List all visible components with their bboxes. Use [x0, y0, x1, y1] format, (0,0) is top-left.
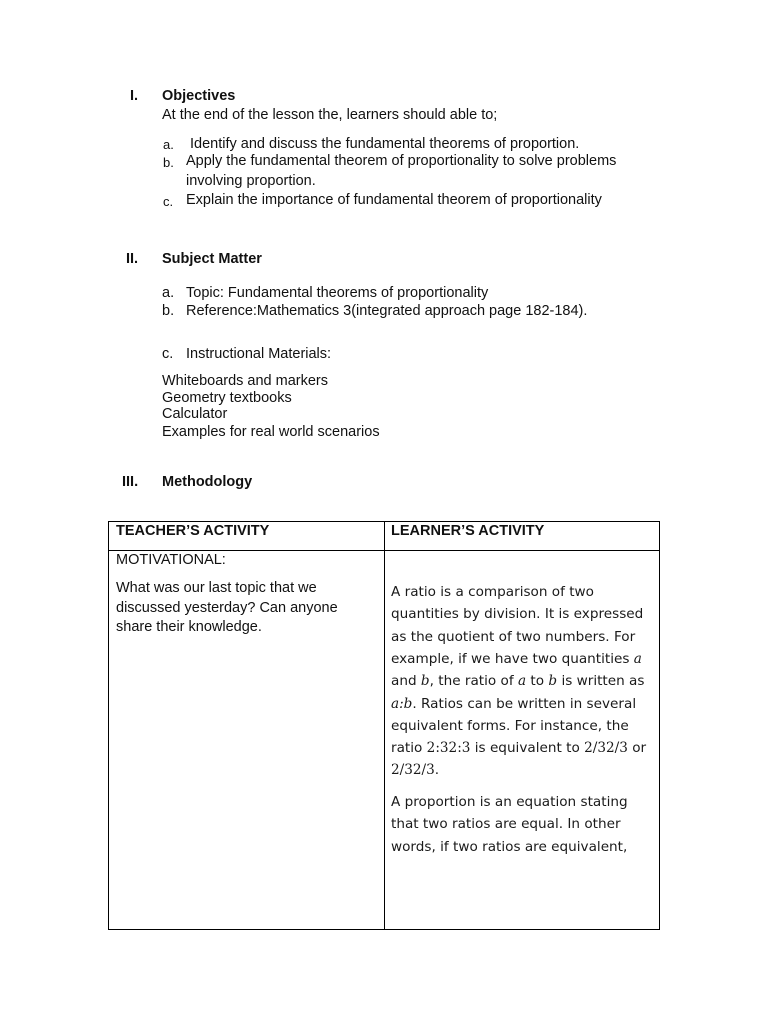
teacher-question-line: share their knowledge.	[116, 619, 262, 635]
objective-item-b-cont: involving proportion.	[186, 173, 316, 189]
teacher-question-line: discussed yesterday? Can anyone	[116, 599, 338, 616]
material-item: Calculator	[162, 406, 228, 422]
learner-activity-header-label: LEARNER’S ACTIVITY	[391, 523, 545, 539]
learner-text: example, if we have two quantities	[391, 650, 630, 667]
learner-text: to	[530, 673, 545, 690]
section-numeral-methodology: III.	[122, 474, 139, 490]
subject-item-topic: Topic: Fundamental theorems of proportionality	[186, 285, 489, 301]
methodology-table	[108, 521, 660, 930]
subject-marker-a: a.	[162, 285, 175, 301]
teacher-activity-cell	[109, 551, 385, 930]
learner-line: words, if two ratios are equivalent,	[391, 838, 628, 855]
objective-marker-c: c.	[163, 194, 174, 209]
learner-line: equivalent forms. For instance, the	[391, 717, 629, 734]
motivational-label: MOTIVATIONAL:	[116, 552, 226, 568]
learner-line	[391, 648, 651, 670]
objective-marker-b: b.	[163, 155, 174, 170]
objective-marker-a: a.	[163, 137, 174, 152]
learner-line: A proportion is an equation stating	[391, 794, 628, 810]
learner-line: that two ratios are equal. In other	[391, 816, 621, 833]
learner-text: and	[391, 673, 417, 690]
objective-item-a: Identify and discuss the fundamental theorems of proportion.	[190, 136, 580, 152]
learner-line	[391, 759, 651, 781]
learner-line: quantities by division. It is expressed	[391, 606, 644, 623]
objective-item-c: Explain the importance of fundamental theorem of proportionality	[186, 192, 602, 208]
teacher-activity-header-label: TEACHER’S ACTIVITY	[116, 523, 270, 539]
learner-text: or	[632, 740, 647, 757]
variable-a: a	[517, 673, 527, 690]
material-item: Whiteboards and markers	[162, 373, 329, 389]
subject-item-reference: Reference:Mathematics 3(integrated approach page 182-184).	[186, 303, 588, 319]
learner-text: .	[434, 762, 440, 779]
learner-text: , the ratio of	[429, 673, 514, 690]
learner-line: as the quotient of two numbers. For	[391, 628, 636, 645]
material-item: Examples for real world scenarios	[162, 424, 380, 440]
table-row	[109, 551, 660, 930]
material-item: Geometry textbooks	[162, 390, 292, 406]
section-numeral-objectives: I.	[130, 88, 139, 104]
learner-line	[391, 693, 651, 715]
learner-text: . Ratios can be written in several	[412, 695, 637, 712]
variable-b: b	[420, 673, 430, 690]
section-numeral-subject-matter: II.	[126, 251, 139, 267]
section-title-subject-matter: Subject Matter	[162, 251, 262, 267]
table-header-row	[109, 522, 660, 551]
learner-activity-header	[385, 522, 660, 551]
ratio-example: 2/32/3	[391, 762, 435, 779]
teacher-question-line: What was our last topic that we	[116, 580, 317, 596]
ratio-example: 2:32:3	[426, 740, 471, 757]
subject-marker-b: b.	[162, 303, 175, 319]
objectives-intro: At the end of the lesson the, learners should able to;	[162, 107, 498, 123]
learner-text: ratio	[391, 740, 423, 757]
subject-item-materials: Instructional Materials:	[186, 346, 332, 362]
learner-activity-cell	[385, 551, 660, 930]
learner-text: is written as	[561, 673, 645, 690]
learner-line	[391, 670, 651, 692]
learner-line: A ratio is a comparison of two	[391, 584, 594, 600]
learner-text: is equivalent to	[474, 740, 580, 757]
section-title-objectives: Objectives	[162, 88, 236, 104]
teacher-activity-header	[109, 522, 385, 551]
variable-a: a	[633, 650, 642, 667]
ratio-ab: a:b	[391, 695, 413, 712]
learner-line	[391, 737, 651, 759]
variable-b: b	[548, 673, 558, 690]
objective-item-b: Apply the fundamental theorem of proportionality to solve problems	[186, 153, 617, 169]
section-title-methodology: Methodology	[162, 474, 253, 490]
subject-marker-c: c.	[162, 346, 174, 362]
ratio-example: 2/32/3	[584, 740, 628, 757]
